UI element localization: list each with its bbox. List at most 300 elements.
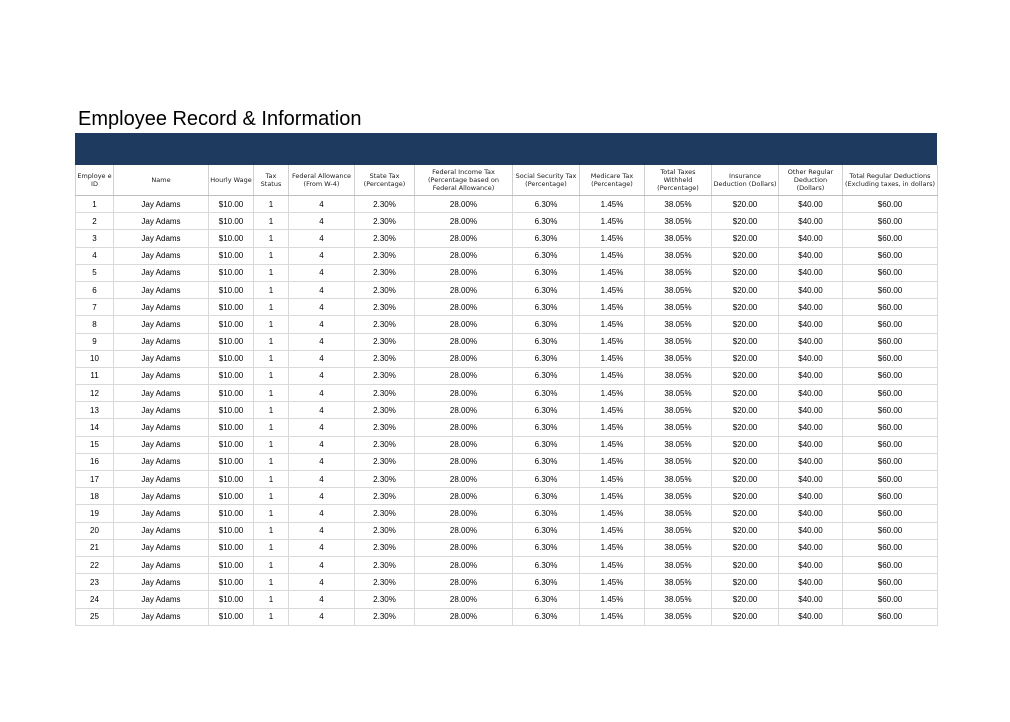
table-cell[interactable]: 2.30% [355,591,415,608]
table-cell[interactable]: Jay Adams [114,505,209,522]
table-cell[interactable]: 4 [289,488,355,505]
table-cell[interactable]: 6.30% [513,453,580,470]
table-cell[interactable]: $20.00 [712,281,779,298]
table-cell[interactable]: Jay Adams [114,385,209,402]
table-cell[interactable]: Jay Adams [114,608,209,625]
table-cell[interactable]: $10.00 [209,196,254,213]
table-cell[interactable]: $60.00 [843,333,938,350]
table-cell[interactable]: $10.00 [209,316,254,333]
table-cell[interactable]: 38.05% [645,316,712,333]
table-cell[interactable]: $10.00 [209,591,254,608]
table-cell[interactable]: $10.00 [209,453,254,470]
table-cell[interactable]: $10.00 [209,522,254,539]
table-cell[interactable]: 28.00% [415,574,513,591]
table-cell[interactable]: $40.00 [779,385,843,402]
table-cell[interactable]: 2.30% [355,213,415,230]
table-cell[interactable]: $20.00 [712,196,779,213]
table-cell[interactable]: $20.00 [712,436,779,453]
table-cell[interactable]: Jay Adams [114,522,209,539]
table-cell[interactable]: 1 [254,522,289,539]
table-cell[interactable]: 28.00% [415,608,513,625]
table-cell[interactable]: 1 [254,230,289,247]
table-cell[interactable]: $10.00 [209,488,254,505]
table-cell[interactable]: 6.30% [513,608,580,625]
table-cell[interactable]: $20.00 [712,574,779,591]
table-cell[interactable]: 4 [289,264,355,281]
table-cell[interactable]: $20.00 [712,591,779,608]
table-cell[interactable]: $20.00 [712,505,779,522]
table-cell[interactable]: $10.00 [209,367,254,384]
table-cell[interactable]: $10.00 [209,505,254,522]
table-cell[interactable]: 4 [289,522,355,539]
table-cell[interactable]: $10.00 [209,402,254,419]
table-cell[interactable]: $40.00 [779,367,843,384]
table-cell[interactable]: 4 [289,556,355,573]
table-cell[interactable]: 6.30% [513,367,580,384]
table-cell[interactable]: Jay Adams [114,299,209,316]
table-cell[interactable]: 6.30% [513,299,580,316]
table-cell[interactable]: 38.05% [645,230,712,247]
table-cell[interactable]: $20.00 [712,539,779,556]
table-cell[interactable]: $10.00 [209,247,254,264]
table-cell[interactable]: 1.45% [580,436,645,453]
table-cell[interactable]: $40.00 [779,402,843,419]
table-cell[interactable]: $60.00 [843,608,938,625]
table-cell[interactable]: $60.00 [843,556,938,573]
table-cell[interactable]: $20.00 [712,333,779,350]
table-cell[interactable]: 1 [254,247,289,264]
table-cell[interactable]: $20.00 [712,453,779,470]
table-cell[interactable]: 13 [76,402,114,419]
table-cell[interactable]: 1.45% [580,213,645,230]
table-cell[interactable]: 1 [254,402,289,419]
table-cell[interactable]: 1 [254,539,289,556]
table-cell[interactable]: 1.45% [580,488,645,505]
table-cell[interactable]: Jay Adams [114,247,209,264]
table-cell[interactable]: $40.00 [779,505,843,522]
table-cell[interactable]: 4 [289,230,355,247]
table-cell[interactable]: $20.00 [712,247,779,264]
table-cell[interactable]: 2.30% [355,505,415,522]
table-cell[interactable]: $20.00 [712,471,779,488]
table-cell[interactable]: $20.00 [712,230,779,247]
table-cell[interactable]: $40.00 [779,608,843,625]
table-cell[interactable]: 28.00% [415,471,513,488]
table-cell[interactable]: 38.05% [645,385,712,402]
table-cell[interactable]: 1.45% [580,402,645,419]
table-cell[interactable]: 1.45% [580,230,645,247]
table-cell[interactable]: 23 [76,574,114,591]
table-cell[interactable]: 6.30% [513,436,580,453]
table-cell[interactable]: $60.00 [843,247,938,264]
table-cell[interactable]: 38.05% [645,299,712,316]
table-cell[interactable]: 1.45% [580,367,645,384]
table-cell[interactable]: 1 [254,608,289,625]
table-cell[interactable]: 12 [76,385,114,402]
table-cell[interactable]: 2 [76,213,114,230]
table-cell[interactable]: 4 [289,213,355,230]
table-cell[interactable]: $60.00 [843,436,938,453]
table-cell[interactable]: Jay Adams [114,591,209,608]
table-cell[interactable]: 1.45% [580,247,645,264]
table-cell[interactable]: 6.30% [513,539,580,556]
table-cell[interactable]: 6.30% [513,522,580,539]
table-cell[interactable]: $40.00 [779,574,843,591]
table-cell[interactable]: $10.00 [209,264,254,281]
table-cell[interactable]: 6.30% [513,488,580,505]
table-cell[interactable]: 28.00% [415,367,513,384]
table-cell[interactable]: $40.00 [779,556,843,573]
table-cell[interactable]: 6.30% [513,471,580,488]
table-cell[interactable]: 28.00% [415,264,513,281]
table-cell[interactable]: 38.05% [645,608,712,625]
table-cell[interactable]: $20.00 [712,488,779,505]
table-cell[interactable]: 1 [254,505,289,522]
table-cell[interactable]: Jay Adams [114,367,209,384]
table-cell[interactable]: 38.05% [645,574,712,591]
table-cell[interactable]: $20.00 [712,402,779,419]
table-cell[interactable]: 38.05% [645,488,712,505]
table-cell[interactable]: $40.00 [779,471,843,488]
table-cell[interactable]: $20.00 [712,350,779,367]
table-cell[interactable]: $10.00 [209,574,254,591]
table-cell[interactable]: 38.05% [645,264,712,281]
table-cell[interactable]: 38.05% [645,539,712,556]
table-cell[interactable]: 28.00% [415,299,513,316]
table-cell[interactable]: 38.05% [645,402,712,419]
table-cell[interactable]: $40.00 [779,419,843,436]
table-cell[interactable]: 20 [76,522,114,539]
table-cell[interactable]: 38.05% [645,419,712,436]
table-cell[interactable]: 18 [76,488,114,505]
table-cell[interactable]: 38.05% [645,436,712,453]
table-cell[interactable]: 9 [76,333,114,350]
table-cell[interactable]: 4 [289,453,355,470]
table-cell[interactable]: 1 [254,333,289,350]
table-cell[interactable]: $60.00 [843,471,938,488]
table-cell[interactable]: 1 [254,419,289,436]
table-cell[interactable]: 1.45% [580,299,645,316]
table-cell[interactable]: 6.30% [513,591,580,608]
table-cell[interactable]: Jay Adams [114,196,209,213]
table-cell[interactable]: Jay Adams [114,333,209,350]
table-cell[interactable]: 16 [76,453,114,470]
table-cell[interactable]: 3 [76,230,114,247]
table-cell[interactable]: $40.00 [779,230,843,247]
table-cell[interactable]: 1.45% [580,522,645,539]
table-cell[interactable]: $60.00 [843,453,938,470]
table-cell[interactable]: 4 [289,196,355,213]
table-cell[interactable]: $10.00 [209,333,254,350]
table-cell[interactable]: 2.30% [355,333,415,350]
table-cell[interactable]: 4 [76,247,114,264]
table-cell[interactable]: $60.00 [843,419,938,436]
table-cell[interactable]: 1.45% [580,316,645,333]
table-cell[interactable]: $60.00 [843,402,938,419]
table-cell[interactable]: 14 [76,419,114,436]
table-cell[interactable]: $20.00 [712,419,779,436]
table-cell[interactable]: 2.30% [355,419,415,436]
table-cell[interactable]: $60.00 [843,281,938,298]
table-cell[interactable]: $20.00 [712,385,779,402]
table-cell[interactable]: 2.30% [355,556,415,573]
table-cell[interactable]: 1.45% [580,505,645,522]
table-cell[interactable]: $60.00 [843,574,938,591]
table-cell[interactable]: $40.00 [779,264,843,281]
table-cell[interactable]: 4 [289,471,355,488]
table-cell[interactable]: $40.00 [779,522,843,539]
table-cell[interactable]: $60.00 [843,213,938,230]
table-cell[interactable]: $40.00 [779,591,843,608]
table-cell[interactable]: 2.30% [355,281,415,298]
table-cell[interactable]: 38.05% [645,522,712,539]
table-cell[interactable]: 4 [289,539,355,556]
table-cell[interactable]: 38.05% [645,281,712,298]
table-cell[interactable]: 1.45% [580,196,645,213]
table-cell[interactable]: 1.45% [580,385,645,402]
table-cell[interactable]: Jay Adams [114,230,209,247]
table-cell[interactable]: 6.30% [513,419,580,436]
table-cell[interactable]: $40.00 [779,213,843,230]
table-cell[interactable]: 6.30% [513,505,580,522]
table-cell[interactable]: 1 [254,556,289,573]
table-cell[interactable]: 38.05% [645,556,712,573]
table-cell[interactable]: $20.00 [712,367,779,384]
table-cell[interactable]: 1 [254,299,289,316]
table-cell[interactable]: $40.00 [779,333,843,350]
table-cell[interactable]: 1 [254,471,289,488]
table-cell[interactable]: 4 [289,247,355,264]
table-cell[interactable]: 6.30% [513,350,580,367]
table-cell[interactable]: 2.30% [355,299,415,316]
table-cell[interactable]: 28.00% [415,247,513,264]
table-cell[interactable]: 6 [76,281,114,298]
table-cell[interactable]: 1.45% [580,333,645,350]
table-cell[interactable]: Jay Adams [114,419,209,436]
table-cell[interactable]: 4 [289,436,355,453]
table-cell[interactable]: 2.30% [355,471,415,488]
table-cell[interactable]: $10.00 [209,436,254,453]
table-cell[interactable]: $60.00 [843,299,938,316]
table-cell[interactable]: 28.00% [415,230,513,247]
table-cell[interactable]: Jay Adams [114,471,209,488]
table-cell[interactable]: 15 [76,436,114,453]
table-cell[interactable]: $40.00 [779,299,843,316]
table-cell[interactable]: 5 [76,264,114,281]
table-cell[interactable]: 28.00% [415,333,513,350]
table-cell[interactable]: 38.05% [645,213,712,230]
table-cell[interactable]: 1 [254,591,289,608]
table-cell[interactable]: 38.05% [645,505,712,522]
table-cell[interactable]: 6.30% [513,196,580,213]
table-cell[interactable]: 28.00% [415,453,513,470]
table-cell[interactable]: 1.45% [580,591,645,608]
table-cell[interactable]: $40.00 [779,436,843,453]
table-cell[interactable]: 24 [76,591,114,608]
table-cell[interactable]: $10.00 [209,539,254,556]
table-cell[interactable]: 28.00% [415,556,513,573]
table-cell[interactable]: 1 [254,281,289,298]
table-cell[interactable]: 6.30% [513,402,580,419]
table-cell[interactable]: 4 [289,574,355,591]
table-cell[interactable]: 6.30% [513,247,580,264]
table-cell[interactable]: 28.00% [415,402,513,419]
table-cell[interactable]: $10.00 [209,281,254,298]
table-cell[interactable]: $10.00 [209,471,254,488]
table-cell[interactable]: 6.30% [513,264,580,281]
table-cell[interactable]: 28.00% [415,591,513,608]
table-cell[interactable]: 28.00% [415,419,513,436]
table-cell[interactable]: 28.00% [415,281,513,298]
table-cell[interactable]: 17 [76,471,114,488]
table-cell[interactable]: 4 [289,281,355,298]
table-cell[interactable]: 28.00% [415,522,513,539]
table-cell[interactable]: 7 [76,299,114,316]
table-cell[interactable]: 28.00% [415,350,513,367]
table-cell[interactable]: 38.05% [645,367,712,384]
table-cell[interactable]: $60.00 [843,505,938,522]
table-cell[interactable]: 4 [289,299,355,316]
table-cell[interactable]: 2.30% [355,402,415,419]
table-cell[interactable]: Jay Adams [114,539,209,556]
table-cell[interactable]: 2.30% [355,539,415,556]
table-cell[interactable]: 1.45% [580,539,645,556]
table-cell[interactable]: Jay Adams [114,281,209,298]
table-cell[interactable]: 1.45% [580,350,645,367]
table-cell[interactable]: 1 [254,196,289,213]
table-cell[interactable]: $60.00 [843,367,938,384]
table-cell[interactable]: 38.05% [645,247,712,264]
table-cell[interactable]: 4 [289,385,355,402]
table-cell[interactable]: $60.00 [843,196,938,213]
table-cell[interactable]: 2.30% [355,196,415,213]
table-cell[interactable]: $10.00 [209,230,254,247]
table-cell[interactable]: 1 [254,367,289,384]
table-cell[interactable]: 8 [76,316,114,333]
table-cell[interactable]: $10.00 [209,608,254,625]
table-cell[interactable]: Jay Adams [114,436,209,453]
table-cell[interactable]: 6.30% [513,574,580,591]
table-cell[interactable]: 28.00% [415,316,513,333]
table-cell[interactable]: $40.00 [779,488,843,505]
table-cell[interactable]: 28.00% [415,196,513,213]
table-cell[interactable]: 10 [76,350,114,367]
table-cell[interactable]: 1 [254,574,289,591]
table-cell[interactable]: 4 [289,316,355,333]
table-cell[interactable]: 38.05% [645,591,712,608]
table-cell[interactable]: 4 [289,505,355,522]
table-cell[interactable]: 28.00% [415,213,513,230]
table-cell[interactable]: 2.30% [355,574,415,591]
table-cell[interactable]: Jay Adams [114,574,209,591]
table-cell[interactable]: 38.05% [645,350,712,367]
table-cell[interactable]: Jay Adams [114,350,209,367]
table-cell[interactable]: Jay Adams [114,556,209,573]
table-cell[interactable]: 2.30% [355,436,415,453]
table-cell[interactable]: $20.00 [712,264,779,281]
table-cell[interactable]: 1 [254,453,289,470]
table-cell[interactable]: Jay Adams [114,488,209,505]
table-cell[interactable]: $40.00 [779,539,843,556]
table-cell[interactable]: $20.00 [712,556,779,573]
table-cell[interactable]: $60.00 [843,350,938,367]
table-cell[interactable]: Jay Adams [114,316,209,333]
table-cell[interactable]: 6.30% [513,333,580,350]
table-cell[interactable]: 38.05% [645,333,712,350]
table-cell[interactable]: $60.00 [843,385,938,402]
table-cell[interactable]: 4 [289,367,355,384]
table-cell[interactable]: 2.30% [355,264,415,281]
table-cell[interactable]: 1.45% [580,608,645,625]
table-cell[interactable]: 2.30% [355,522,415,539]
table-cell[interactable]: 6.30% [513,385,580,402]
table-cell[interactable]: 6.30% [513,230,580,247]
table-cell[interactable]: 22 [76,556,114,573]
table-cell[interactable]: $60.00 [843,230,938,247]
table-cell[interactable]: 1 [254,264,289,281]
table-cell[interactable]: 1.45% [580,556,645,573]
table-cell[interactable]: $60.00 [843,539,938,556]
table-cell[interactable]: 1.45% [580,453,645,470]
table-cell[interactable]: 38.05% [645,471,712,488]
table-cell[interactable]: 2.30% [355,367,415,384]
table-cell[interactable]: $40.00 [779,247,843,264]
table-cell[interactable]: 1 [254,488,289,505]
table-cell[interactable]: 6.30% [513,213,580,230]
table-cell[interactable]: $10.00 [209,419,254,436]
table-cell[interactable]: Jay Adams [114,213,209,230]
table-cell[interactable]: $20.00 [712,522,779,539]
table-cell[interactable]: 2.30% [355,488,415,505]
table-cell[interactable]: 38.05% [645,196,712,213]
table-cell[interactable]: Jay Adams [114,402,209,419]
table-cell[interactable]: $40.00 [779,453,843,470]
table-cell[interactable]: 1 [254,316,289,333]
table-cell[interactable]: 1 [254,350,289,367]
table-cell[interactable]: $60.00 [843,316,938,333]
table-cell[interactable]: $20.00 [712,213,779,230]
table-cell[interactable]: 11 [76,367,114,384]
table-cell[interactable]: 4 [289,333,355,350]
table-cell[interactable]: $60.00 [843,522,938,539]
table-cell[interactable]: 28.00% [415,385,513,402]
table-cell[interactable]: $10.00 [209,556,254,573]
table-cell[interactable]: 28.00% [415,505,513,522]
table-cell[interactable]: 2.30% [355,453,415,470]
table-cell[interactable]: 25 [76,608,114,625]
table-cell[interactable]: 2.30% [355,608,415,625]
table-cell[interactable]: 21 [76,539,114,556]
table-cell[interactable]: 2.30% [355,385,415,402]
table-cell[interactable]: 6.30% [513,556,580,573]
table-cell[interactable]: 4 [289,608,355,625]
table-cell[interactable]: 2.30% [355,230,415,247]
table-cell[interactable]: $60.00 [843,264,938,281]
table-cell[interactable]: $60.00 [843,488,938,505]
table-cell[interactable]: $20.00 [712,316,779,333]
table-cell[interactable]: 2.30% [355,350,415,367]
table-cell[interactable]: 4 [289,591,355,608]
table-cell[interactable]: 28.00% [415,436,513,453]
table-cell[interactable]: 6.30% [513,316,580,333]
table-cell[interactable]: 1 [254,436,289,453]
table-cell[interactable]: 1.45% [580,471,645,488]
table-cell[interactable]: 1.45% [580,574,645,591]
table-cell[interactable]: 1.45% [580,264,645,281]
table-cell[interactable]: 6.30% [513,281,580,298]
table-cell[interactable]: 28.00% [415,539,513,556]
table-cell[interactable]: 1 [254,213,289,230]
